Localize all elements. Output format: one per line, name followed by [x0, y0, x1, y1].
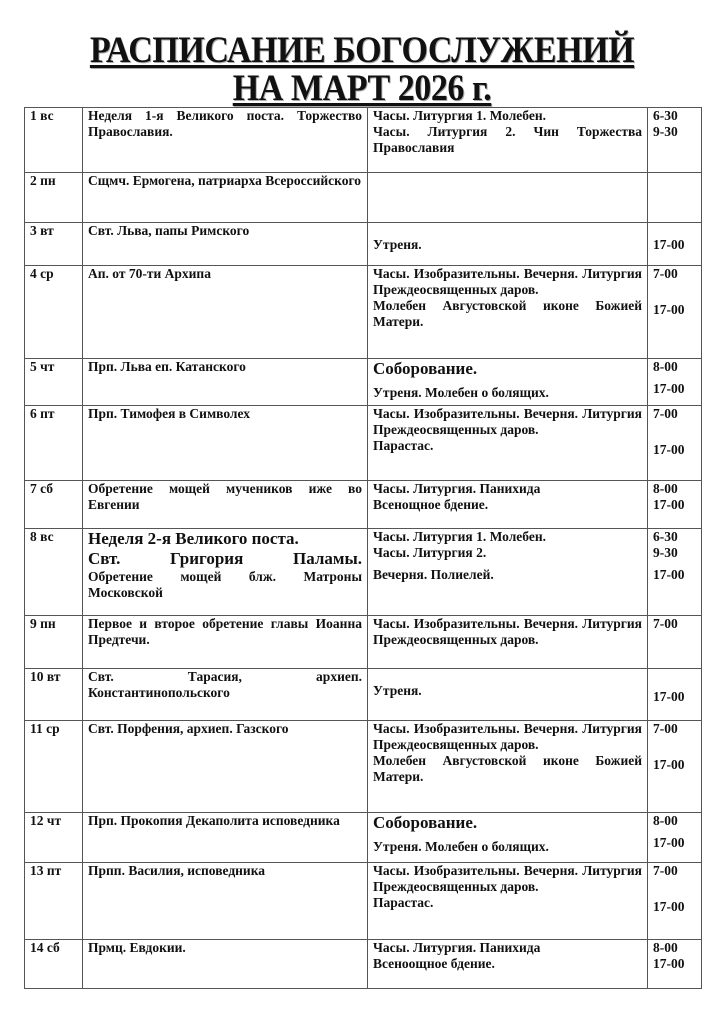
feast-text: Свт. Тарасия, архиеп. Константинопольского: [88, 669, 362, 700]
title-text-1: РАСПИСАНИЕ БОГОСЛУЖЕНИЙ: [89, 30, 635, 71]
service-text: Часы. Изобразительны. Вечерня. Литургия Преждеосвященных даров.: [373, 406, 642, 437]
service-time: 17-00: [653, 689, 685, 704]
row-times: [648, 529, 702, 616]
feast-text: Сщмч. Ермогена, патриарха Всероссийского: [88, 173, 362, 188]
table-row: [25, 108, 702, 173]
service-time: 17-00: [653, 899, 685, 914]
service-text: Часы. Литургия 1. Молебен.: [373, 529, 546, 544]
service-time: 8-00: [653, 481, 678, 496]
row-services: [368, 223, 648, 266]
service-time: 17-00: [653, 381, 685, 396]
row-feast: [83, 173, 368, 223]
feast-text: Свт. Льва, папы Римского: [88, 223, 250, 238]
row-feast: [83, 359, 368, 406]
row-services: [368, 266, 648, 359]
row-times: [648, 266, 702, 359]
row-times: [648, 223, 702, 266]
row-date: 12 чт: [25, 813, 83, 863]
page-title-line-1: [29, 30, 695, 72]
service-time: 8-00: [653, 813, 678, 828]
service-text: Утреня.: [373, 237, 422, 252]
row-feast: [83, 813, 368, 863]
row-times: [648, 863, 702, 940]
row-services: [368, 940, 648, 989]
service-time: 7-00: [653, 721, 678, 736]
service-time: 8-00: [653, 359, 678, 374]
feast-text: Свт. Порфения, архиеп. Газского: [88, 721, 289, 736]
row-services: [368, 813, 648, 863]
row-times: [648, 108, 702, 173]
row-date: 1 вс: [25, 108, 83, 173]
table-row: [25, 863, 702, 940]
row-times: [648, 359, 702, 406]
row-feast: [83, 529, 368, 616]
service-time: 7-00: [653, 266, 678, 281]
row-date: 14 сб: [25, 940, 83, 989]
row-services: [368, 173, 648, 223]
row-date: 4 ср: [25, 266, 83, 359]
row-feast: [83, 266, 368, 359]
row-date: 7 сб: [25, 481, 83, 529]
service-text: Вечерня. Полиелей.: [373, 567, 494, 582]
feast-text: Обретение мощей мучеников иже во Евгении: [88, 481, 362, 512]
row-services: [368, 359, 648, 406]
service-text: Часы. Литургия 1. Молебен.: [373, 108, 546, 123]
table-row: [25, 359, 702, 406]
row-times: [648, 173, 702, 223]
service-text: Всенощное бдение.: [373, 497, 489, 512]
service-text: Часы. Изобразительны. Вечерня. Литургия Преждеосвященных даров.: [373, 721, 642, 752]
service-text: Соборование.: [373, 359, 478, 378]
feast-text: Прп. Тимофея в Символех: [88, 406, 250, 421]
service-time: 17-00: [653, 302, 685, 317]
row-times: [648, 616, 702, 669]
row-date: 3 вт: [25, 223, 83, 266]
service-time: 17-00: [653, 835, 685, 850]
service-time: 7-00: [653, 406, 678, 421]
service-time: 6-30: [653, 529, 678, 544]
table-row: [25, 481, 702, 529]
row-date: 9 пн: [25, 616, 83, 669]
table-row: [25, 266, 702, 359]
service-text: Часы. Изобразительны. Вечерня. Литургия Преждеосвященных даров.: [373, 616, 642, 647]
service-text: Утреня. Молебен о болящих.: [373, 839, 549, 854]
row-times: [648, 481, 702, 529]
row-date: 8 вс: [25, 529, 83, 616]
feast-text: Свт. Григория Паламы.: [88, 549, 362, 568]
service-text: Часы. Литургия. Панихида: [373, 481, 541, 496]
row-times: [648, 721, 702, 813]
feast-text: Обретение мощей блж. Матроны Московской: [88, 569, 362, 600]
service-time: 7-00: [653, 863, 678, 878]
feast-text: Неделя 1-я Великого поста. Торжество Православия.: [88, 108, 362, 139]
row-services: [368, 481, 648, 529]
service-text: Часы. Изобразительны. Вечерня. Литургия Преждеосвященных даров.: [373, 266, 642, 297]
row-times: [648, 406, 702, 481]
feast-text: Прпп. Василия, исповедника: [88, 863, 266, 878]
service-time: 8-00: [653, 940, 678, 955]
table-row: [25, 813, 702, 863]
row-feast: [83, 406, 368, 481]
row-feast: [83, 669, 368, 721]
row-services: [368, 529, 648, 616]
row-feast: [83, 721, 368, 813]
page-title-line-2: [29, 68, 695, 110]
row-date: 13 пт: [25, 863, 83, 940]
service-text: Всеноощное бдение.: [373, 956, 495, 971]
row-feast: [83, 863, 368, 940]
service-time: 9-30: [653, 545, 678, 560]
row-date: 6 пт: [25, 406, 83, 481]
service-text: Утреня. Молебен о болящих.: [373, 385, 549, 400]
feast-text: Прп. Прокопия Декаполита исповедника: [88, 813, 340, 828]
service-time: 6-30: [653, 108, 678, 123]
service-time: 17-00: [653, 237, 685, 252]
row-services: [368, 616, 648, 669]
service-text: Часы. Изобразительны. Вечерня. Литургия Преждеосвященных даров.: [373, 863, 642, 894]
row-feast: [83, 616, 368, 669]
schedule-table: [24, 107, 702, 989]
service-text: Парастас.: [373, 895, 434, 910]
row-times: [648, 813, 702, 863]
row-services: [368, 863, 648, 940]
table-row: [25, 406, 702, 481]
feast-text: Ап. от 70-ти Архипа: [88, 266, 211, 281]
row-times: [648, 940, 702, 989]
service-time: 9-30: [653, 124, 678, 139]
row-services: [368, 406, 648, 481]
row-feast: [83, 223, 368, 266]
service-text: Молебен Августовской иконе Божией Матери.: [373, 298, 642, 329]
feast-text: Первое и второе обретение главы Иоанна Предтечи.: [88, 616, 362, 647]
row-date: 2 пн: [25, 173, 83, 223]
service-time: 7-00: [653, 616, 678, 631]
table-row: [25, 173, 702, 223]
service-text: Часы. Литургия 2. Чин Торжества Православия: [373, 124, 642, 155]
row-services: [368, 669, 648, 721]
row-feast: [83, 481, 368, 529]
feast-text: Прмц. Евдокии.: [88, 940, 186, 955]
row-feast: [83, 940, 368, 989]
row-services: [368, 108, 648, 173]
service-text: Соборование.: [373, 813, 478, 832]
service-text: Утреня.: [373, 683, 422, 698]
service-text: Часы. Литургия 2.: [373, 545, 487, 560]
row-feast: [83, 108, 368, 173]
table-row: [25, 940, 702, 989]
service-time: 17-00: [653, 567, 685, 582]
service-time: 17-00: [653, 757, 685, 772]
table-row: [25, 223, 702, 266]
service-text: Часы. Литургия. Панихида: [373, 940, 541, 955]
service-time: 17-00: [653, 497, 685, 512]
service-time: 17-00: [653, 442, 685, 457]
service-text: Молебен Августовской иконе Божией Матери.: [373, 753, 642, 784]
feast-text: Прп. Льва еп. Катанского: [88, 359, 246, 374]
table-row: [25, 721, 702, 813]
title-text-2: НА МАРТ 2026 г.: [232, 68, 492, 109]
table-row: [25, 616, 702, 669]
row-date: 10 вт: [25, 669, 83, 721]
table-row: [25, 529, 702, 616]
service-text: Парастас.: [373, 438, 434, 453]
row-date: 5 чт: [25, 359, 83, 406]
row-times: [648, 669, 702, 721]
row-date: 11 ср: [25, 721, 83, 813]
service-time: 17-00: [653, 956, 685, 971]
feast-text: Неделя 2-я Великого поста.: [88, 529, 299, 548]
row-services: [368, 721, 648, 813]
table-row: [25, 669, 702, 721]
